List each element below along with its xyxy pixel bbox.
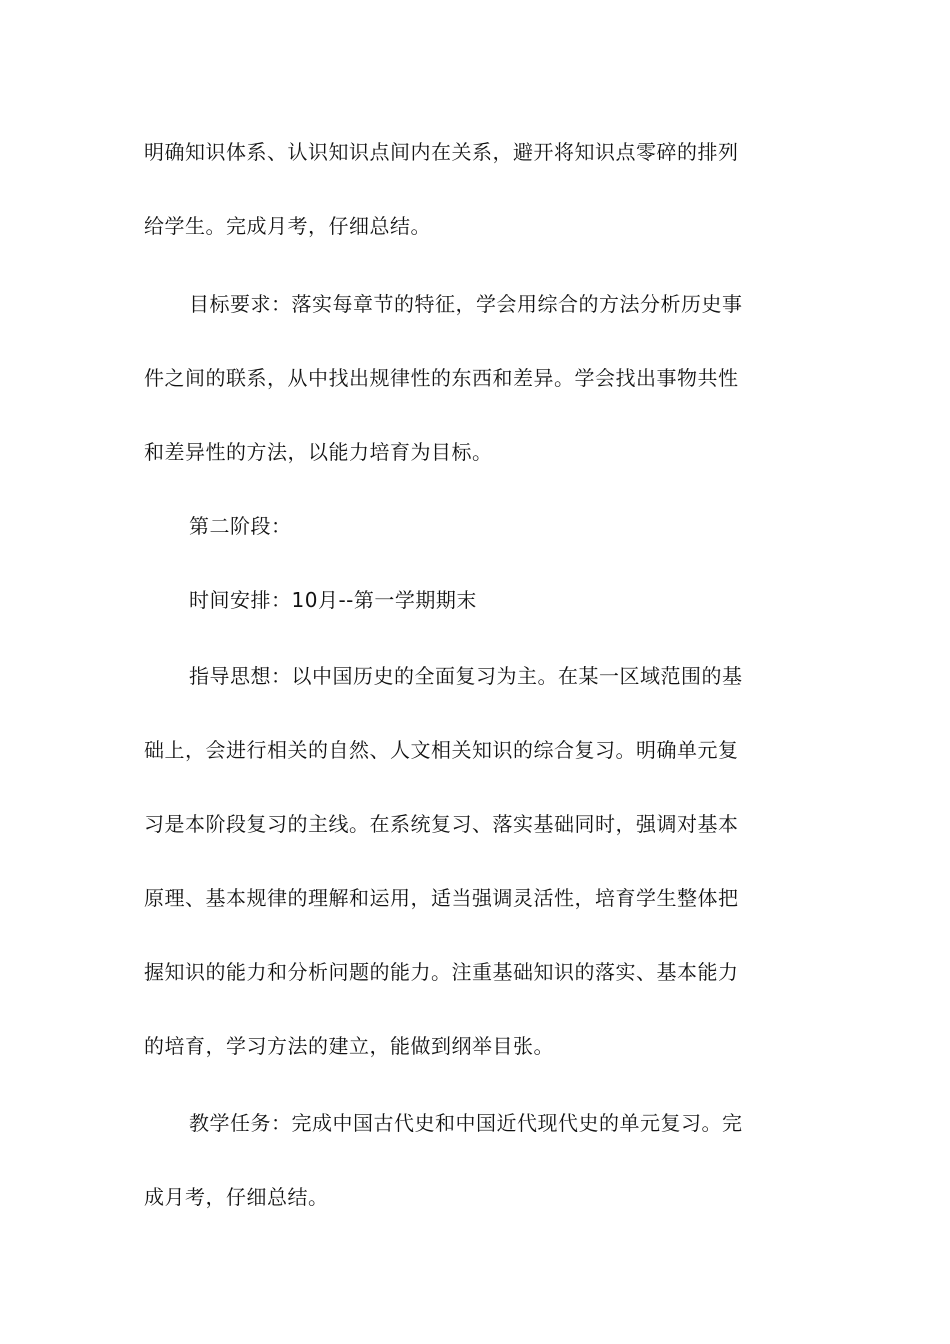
paragraph-line: 习是本阶段复习的主线。在系统复习、落实基础同时，强调对基本 [144,812,739,836]
paragraph-line: 件之间的联系，从中找出规律性的东西和差异。学会找出事物共性 [144,366,739,390]
paragraph-line: 教学任务：完成中国古代史和中国近代现代史的单元复习。完 [189,1111,743,1135]
section-heading: 第二阶段： [189,514,292,538]
paragraph-line: 明确知识体系、认识知识点间内在关系，避开将知识点零碎的排列 [144,140,739,164]
paragraph-line: 握知识的能力和分析问题的能力。注重基础知识的落实、基本能力 [144,960,739,984]
paragraph-line: 础上，会进行相关的自然、人文相关知识的综合复习。明确单元复 [144,738,739,762]
paragraph-line: 成月考，仔细总结。 [144,1185,329,1209]
paragraph-line: 目标要求：落实每章节的特征，学会用综合的方法分析历史事 [189,292,743,316]
paragraph-line: 时间安排：10月--第一学期期末 [189,588,477,612]
paragraph-line: 给学生。完成月考，仔细总结。 [144,214,431,238]
paragraph-line: 原理、基本规律的理解和运用，适当强调灵活性，培育学生整体把 [144,886,739,910]
paragraph-line: 和差异性的方法，以能力培育为目标。 [144,440,493,464]
paragraph-line: 的培育，学习方法的建立，能做到纲举目张。 [144,1034,554,1058]
paragraph-line: 指导思想：以中国历史的全面复习为主。在某一区域范围的基 [189,664,743,688]
